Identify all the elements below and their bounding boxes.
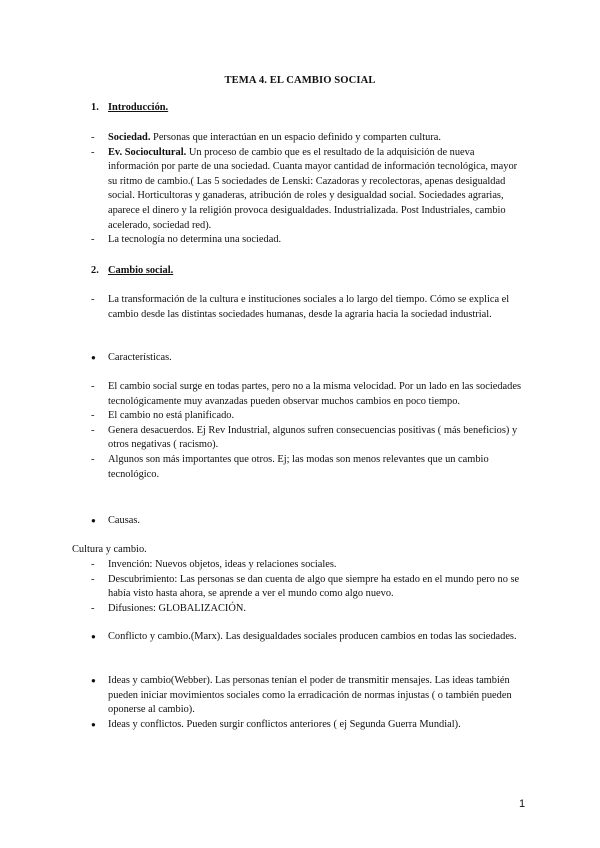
list-item <box>91 380 521 409</box>
bullet-text: Características. <box>108 352 172 363</box>
list-item <box>91 558 521 573</box>
dash-marker: - <box>91 146 95 158</box>
bullet-text: Ideas y cambio(Webber). Las personas tenían el poder de transmitir mensajes. Las ideas también pueden iniciar movimientos sociales como la erradicación de normas injustas ( o también pueden oponerse al cambio). <box>108 675 512 716</box>
list-item <box>91 131 521 146</box>
dash-marker: - <box>91 234 95 246</box>
list-text: Descubrimiento: Las personas se dan cuenta de algo que siempre ha estado en el mundo pero no se había visto hasta ahora, se aprende a ver el mundo como algo nuevo. <box>108 573 520 600</box>
list-text: Algunos son más importantes que otros. Ej; las modas son menos relevantes que un cambio tecnológico. <box>108 453 489 480</box>
section-number: 1. <box>91 102 99 113</box>
definition: La tecnología no determina una sociedad. <box>108 234 282 246</box>
term: Sociedad. <box>108 132 151 143</box>
bullet-marker: ● <box>91 353 96 362</box>
list-item <box>91 424 521 453</box>
definition: Un proceso de cambio que es el resultado de la adquisición de nueva información por parte de una sociedad. Cuanta mayor cantidad de información tecnológica, mayor su ritmo de cambio.( Las 5 sociedades de Lenski: Cazadoras y recolectoras, apenas desigualdad social. Horticultoras y ganaderas, atribución de roles y desigualdad social. Sociedades agrarias, aparece el dinero y la religión provoca desigualdades. Industrializada. Post Industriales, cambio acelerado, sociedad red). <box>108 146 518 231</box>
document-title: TEMA 4. EL CAMBIO SOCIAL <box>224 75 376 86</box>
section-1-list <box>91 131 521 248</box>
cultura-list <box>91 558 521 616</box>
bullet-item <box>91 630 521 645</box>
section-title: Cambio social. <box>108 265 174 276</box>
dash-marker: - <box>91 424 95 436</box>
ideas-block <box>91 674 521 732</box>
section-2-heading <box>91 264 173 279</box>
bullet-item <box>91 674 521 718</box>
bullet-marker: ● <box>91 676 96 685</box>
dash-marker: - <box>91 559 95 570</box>
bullet-item <box>91 514 521 529</box>
caracteristicas-list <box>91 380 521 482</box>
list-item <box>91 146 521 234</box>
bullet-text: Conflicto y cambio.(Marx). Las desigualdades sociales producen cambios en todas las sociedades. <box>108 631 517 642</box>
list-item <box>91 602 521 617</box>
list-item <box>91 293 521 322</box>
bullet-marker: ● <box>91 516 96 525</box>
section-title: Introducción. <box>108 102 169 113</box>
dash-marker: - <box>91 453 95 465</box>
definition: Personas que interactúan en un espacio definido y comparten cultura. <box>150 132 441 143</box>
list-text: El cambio no está planificado. <box>108 410 235 422</box>
list-item <box>91 409 521 424</box>
bullet-text: Ideas y conflictos. Pueden surgir conflictos anteriores ( ej Segunda Guerra Mundial). <box>108 718 461 730</box>
intro-text: La transformación de la cultura e instituciones sociales a lo largo del tiempo. Cómo se explica el cambio desde las distintas sociedades humanas, desde la agraria hacia la sociedad industrial. <box>108 294 510 320</box>
list-item <box>91 453 521 482</box>
bullet-text: Causas. <box>108 515 141 526</box>
dash-marker: - <box>91 573 95 585</box>
list-text: Difusiones: GLOBALIZACIÓN. <box>108 602 246 614</box>
dash-marker: - <box>91 132 95 143</box>
list-text: El cambio social surge en todas partes, pero no a la misma velocidad. Por un lado en las sociedades tecnológicamente muy avanzadas pueden observar muchos cambios en poco tiempo. <box>108 381 522 407</box>
dash-marker: - <box>91 294 95 305</box>
section-2-intro <box>91 293 521 322</box>
section-1-heading <box>91 101 168 116</box>
term: Ev. Sociocultural. <box>108 146 187 158</box>
list-text: Invención: Nuevos objetos, ideas y relaciones sociales. <box>108 559 337 570</box>
caracteristicas-heading <box>91 351 521 366</box>
bullet-marker: ● <box>91 632 96 641</box>
bullet-marker: ● <box>91 719 96 729</box>
dash-marker: - <box>91 410 95 422</box>
page-number: 1 <box>519 798 526 810</box>
section-number: 2. <box>91 265 99 276</box>
causas-heading <box>91 514 521 529</box>
bullet-item <box>91 351 521 366</box>
dash-marker: - <box>91 381 95 392</box>
dash-marker: - <box>91 602 95 614</box>
cultura-label: Cultura y cambio. <box>72 544 147 555</box>
list-item <box>91 233 521 248</box>
bullet-item <box>91 718 521 733</box>
conflicto-block <box>91 630 521 645</box>
list-text: Genera desacuerdos. Ej Rev Industrial, algunos sufren consecuencias positivas ( más beneficios) y otros negativas ( racismo). <box>108 424 518 451</box>
list-item <box>91 573 521 602</box>
